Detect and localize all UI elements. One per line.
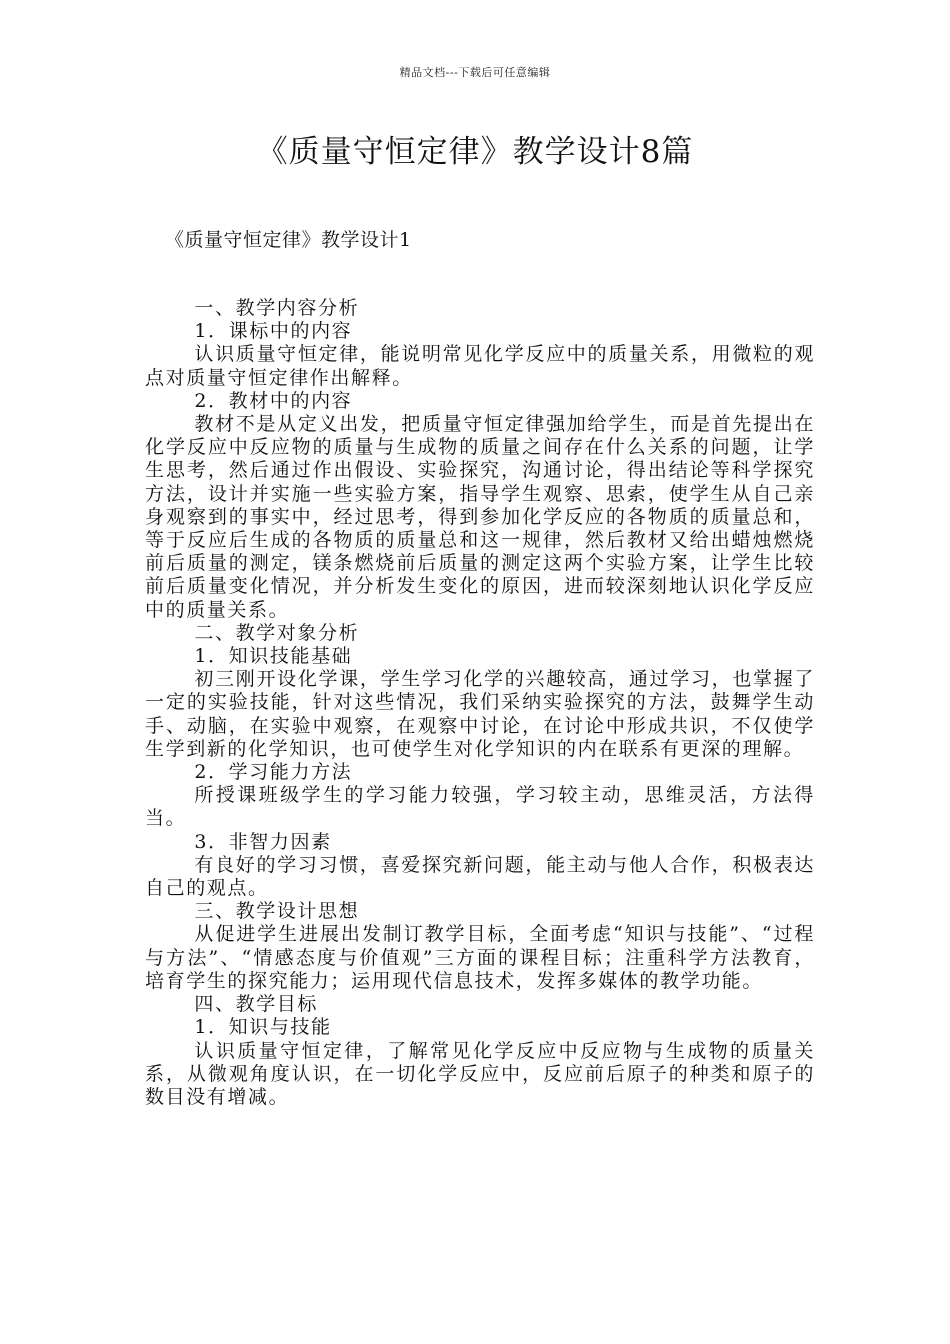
header-note: 精品文档---下载后可任意编辑 (399, 66, 551, 79)
paragraph: 认识质量守恒定律，了解常见化学反应中反应物与生成物的质量关系，从微观角度认识，在一切化学反应中，反应前后原子的种类和原子的数目没有增减。 (145, 1039, 815, 1108)
paragraph: 初三刚开设化学课，学生学习化学的兴趣较高，通过学习，也掌握了一定的实验技能，针对这些情况，我们采纳实验探究的方法，鼓舞学生动手、动脑，在实验中观察，在观察中讨论，在讨论中形成共识，不仅使学生学到新的化学知识，也可使学生对化学知识的内在联系有更深的理解。 (145, 668, 815, 760)
subheading-knowledge-skills: 1．知识技能基础 (194, 645, 353, 668)
paragraph: 教材不是从定义出发，把质量守恒定律强加给学生，而是首先提出在化学反应中反应物的质量与生成物的质量之间存在什么关系的问题，让学生思考，然后通过作出假设、实验探究，沟通讨论，得出结论等科学探究方法，设计并实施一些实验方案，指导学生观察、思索，使学生从自己亲身观察到的事实中，经过思考，得到参加化学反应的各物质的质量总和，等于反应后生成的各物质的质量总和这一规律，然后教材又给出蜡烛燃烧前后质量的测定，镁条燃烧前后质量的测定这两个实验方案，让学生比较前后质量变化情况，并分析发生变化的原因，进而较深刻地认识化学反应中的质量关系。 (145, 413, 815, 621)
subheading-knowledge-and-skills: 1．知识与技能 (194, 1016, 332, 1039)
paragraph: 认识质量守恒定律，能说明常见化学反应中的质量关系，用微粒的观点对质量守恒定律作出解释。 (145, 343, 815, 389)
document-body (145, 297, 815, 1109)
subheading-non-intellectual: 3．非智力因素 (194, 830, 332, 853)
document-title: 《质量守恒定律》教学设计8篇 (256, 134, 694, 170)
subheading-textbook: 2．教材中的内容 (194, 389, 353, 412)
heading-student-analysis: 二、教学对象分析 (194, 621, 360, 644)
heading-teaching-goals: 四、教学目标 (194, 993, 318, 1016)
heading-design-idea: 三、教学设计思想 (194, 900, 360, 923)
subheading-learning-ability: 2．学习能力方法 (194, 761, 353, 784)
paragraph: 所授课班级学生的学习能力较强，学习较主动，思维灵活，方法得当。 (145, 784, 815, 830)
paragraph: 从促进学生进展出发制订教学目标，全面考虑“知识与技能”、“过程与方法”、“情感态度与价值观”三方面的课程目标；注重科学方法教育，培育学生的探究能力；运用现代信息技术，发挥多媒体的教学功能。 (145, 923, 815, 992)
subheading-curriculum: 1．课标中的内容 (194, 320, 353, 343)
paragraph: 有良好的学习习惯，喜爱探究新问题，能主动与他人合作，积极表达自己的观点。 (145, 853, 815, 900)
section-subtitle: 《质量守恒定律》教学设计1 (165, 229, 412, 251)
heading-content-analysis: 一、教学内容分析 (194, 297, 360, 319)
